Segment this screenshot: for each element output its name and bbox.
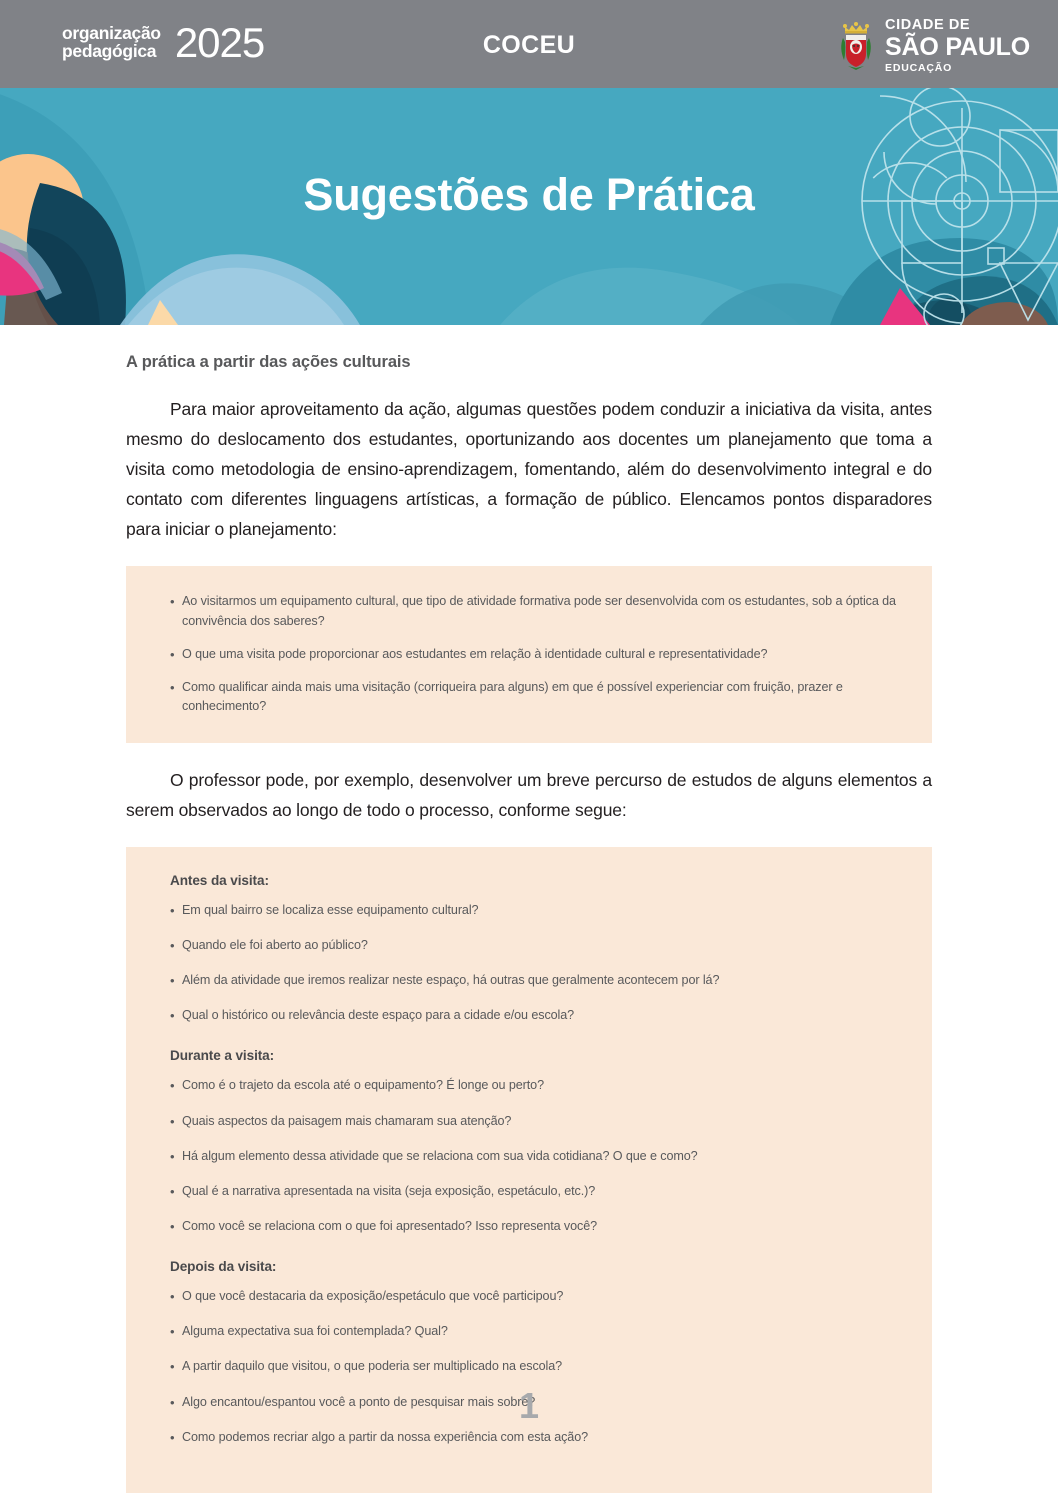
- list-item: [148, 1287, 898, 1307]
- list-item-text: A partir daquilo que visitou, o que poderia ser multiplicado na escola?: [182, 1359, 563, 1374]
- highlight-box-questions: [126, 566, 932, 742]
- list-item: [148, 1217, 898, 1237]
- list-item-text: Algo encantou/espantou você a ponto de pesquisar mais sobre?: [182, 1394, 536, 1409]
- group-antes-da-visita: [148, 873, 898, 1027]
- list-item: [148, 971, 898, 991]
- header-center-title: COCEU: [482, 31, 576, 59]
- list-item-text: Alguma expectativa sua foi contemplada? Qual?: [182, 1324, 448, 1339]
- bullet-icon: •: [170, 1289, 175, 1305]
- group-title: Antes da visita:: [170, 872, 269, 888]
- intro-paragraph: Para maior aproveitamento da ação, algumas questões podem conduzir a iniciativa da visita, antes mesmo do deslocamento dos estudantes, oportunizando aos docentes um planejamento que toma a visita como metodologia de ensino-aprendizagem, fomentando, além do desenvolvimento integral e do contato com diferentes linguagens artísticas, a formação de público. Elencamos pontos disparadores para iniciar o planejamento:: [126, 399, 932, 540]
- bullet-icon: •: [170, 938, 175, 953]
- list-item-text: Como você se relaciona com o que foi apresentado? Isso representa você?: [182, 1218, 598, 1233]
- bullet-icon: •: [170, 973, 175, 989]
- list-item-text: Em qual bairro se localiza esse equipamento cultural?: [182, 902, 479, 917]
- list-item-text: Como qualificar ainda mais uma visitação (corriqueira para alguns) em que é possível experienciar com fruição, prazer e conhecimento?: [182, 679, 843, 714]
- document-body: [0, 325, 1058, 1493]
- sao-paulo-logo-text: [885, 18, 1030, 73]
- list-item-text: Além da atividade que iremos realizar neste espaço, há outras que geralmente acontecem por lá?: [182, 973, 720, 988]
- year-label: 2025: [174, 19, 265, 66]
- sao-paulo-logo: [836, 18, 1030, 73]
- list-item: [148, 1147, 898, 1167]
- list-item-text: Como é o trajeto da escola até o equipamento? É longe ou perto?: [182, 1078, 544, 1093]
- group-durante-a-visita: [148, 1048, 898, 1237]
- bullet-icon: •: [170, 1324, 175, 1340]
- bullet-icon: •: [170, 1359, 175, 1375]
- list-item: [148, 1357, 898, 1377]
- title-banner: [0, 88, 1058, 325]
- page-header-bar: [0, 0, 1058, 88]
- list-item-text: Qual é a narrativa apresentada na visita (seja exposição, espetáculo, etc.)?: [182, 1183, 596, 1198]
- list-item-text: Há algum elemento dessa atividade que se relaciona com sua vida cotidiana? O que e como?: [182, 1148, 698, 1163]
- list-item: [148, 1322, 898, 1342]
- logo-line-2: SÃO PAULO: [885, 32, 1030, 61]
- section-heading: A prática a partir das ações culturais: [126, 353, 411, 371]
- group-title: Depois da visita:: [170, 1259, 277, 1275]
- list-item-text: O que uma visita pode proporcionar aos estudantes em relação à identidade cultural e representatividade?: [182, 646, 768, 661]
- list-item: [148, 645, 898, 665]
- list-item: [148, 1428, 898, 1448]
- bullet-icon: •: [170, 1078, 175, 1094]
- list-item-text: Qual o histórico ou relevância deste espaço para a cidade e/ou escola?: [182, 1008, 575, 1023]
- list-item: [148, 1182, 898, 1202]
- bullet-icon: •: [170, 902, 175, 918]
- list-item: [148, 1112, 898, 1132]
- list-item-text: Ao visitarmos um equipamento cultural, que tipo de atividade formativa pode ser desenvolvida com os estudantes, sob a óptica da convivência dos saberes?: [182, 594, 896, 628]
- page-title: Sugestões de Prática: [303, 169, 755, 220]
- brand-line-1: organização: [62, 23, 161, 44]
- list-item: [148, 901, 898, 921]
- page-number: 1: [518, 1385, 540, 1426]
- group-title: Durante a visita:: [170, 1048, 275, 1064]
- bullet-icon: •: [170, 679, 175, 695]
- bullet-icon: •: [170, 1429, 175, 1445]
- list-item: [148, 1006, 898, 1026]
- bullet-icon: •: [170, 1218, 175, 1234]
- list-item-text: Como podemos recriar algo a partir da nossa experiência com esta ação?: [182, 1429, 589, 1444]
- second-paragraph: O professor pode, por exemplo, desenvolver um breve percurso de estudos de alguns elementos a serem observados ao longo de todo o processo, conforme segue:: [126, 769, 932, 820]
- bullet-icon: •: [170, 1008, 175, 1024]
- sao-paulo-crest-icon: [836, 20, 876, 72]
- list-item-text: O que você destacaria da exposição/espetáculo que você participou?: [182, 1289, 564, 1304]
- brand-line-2: pedagógica: [62, 41, 157, 62]
- list-item: [148, 678, 898, 717]
- bullet-icon: •: [170, 646, 175, 662]
- list-item-text: Quais aspectos da paisagem mais chamaram sua atenção?: [182, 1113, 512, 1128]
- bullet-icon: •: [170, 1394, 175, 1410]
- list-item: [148, 936, 898, 956]
- bullet-icon: •: [170, 594, 175, 610]
- logo-line-1: CIDADE DE: [885, 17, 971, 33]
- bullet-icon: •: [170, 1113, 175, 1129]
- logo-line-3: EDUCAÇÃO: [885, 61, 953, 74]
- list-item: [148, 1076, 898, 1096]
- bullet-icon: •: [170, 1183, 175, 1199]
- list-item: [148, 592, 898, 631]
- list-item-text: Quando ele foi aberto ao público?: [182, 938, 368, 952]
- bullet-icon: •: [170, 1148, 175, 1164]
